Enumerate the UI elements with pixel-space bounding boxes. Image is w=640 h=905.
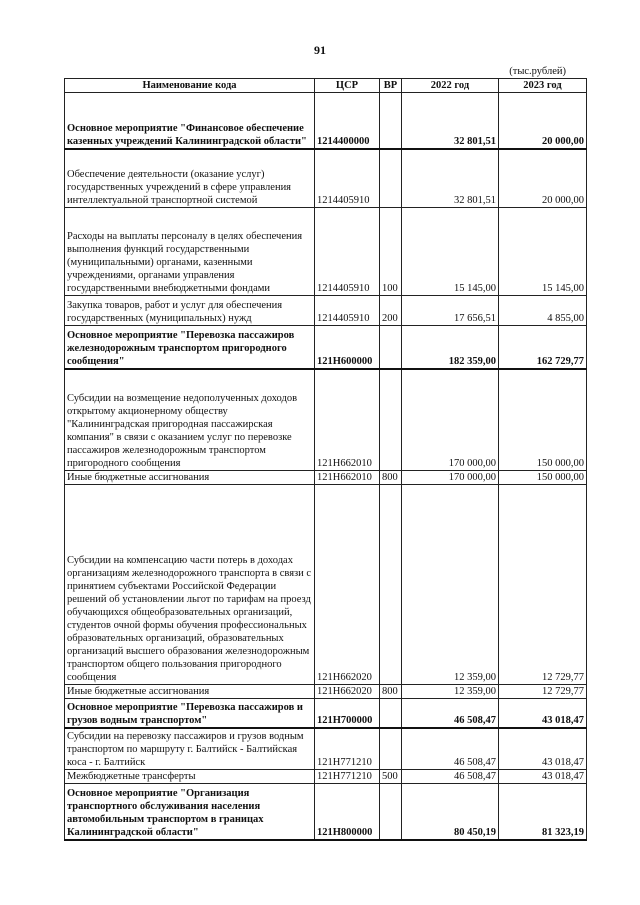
- row-csr-cell: 121H771210: [315, 728, 380, 770]
- row-name-cell: Расходы на выплаты персоналу в целях обеспечения выполнения функций государственными (муниципальными) органами, казенными учреждениями, органами управления государственными внебюджетными фондами: [65, 208, 315, 296]
- header-2023: 2023 год: [499, 79, 587, 93]
- row-2023-cell: 43 018,47: [499, 770, 587, 784]
- row-2022-cell: 170 000,00: [402, 471, 499, 485]
- table-row: [65, 208, 587, 296]
- row-2022-cell: 12 359,00: [402, 685, 499, 699]
- table-row: [65, 149, 587, 208]
- row-2022-cell: 170 000,00: [402, 369, 499, 471]
- row-name-cell: Иные бюджетные ассигнования: [65, 685, 315, 699]
- page-number: 91: [314, 43, 326, 57]
- row-2022-cell: 80 450,19: [402, 784, 499, 840]
- table-row: [65, 770, 587, 784]
- row-2023-cell: 4 855,00: [499, 296, 587, 326]
- row-2022-cell: 46 508,47: [402, 770, 499, 784]
- row-vr-cell: [380, 326, 402, 369]
- row-2022-cell: 32 801,51: [402, 93, 499, 149]
- budget-table: [64, 78, 587, 841]
- row-name-cell: Субсидии на перевозку пассажиров и грузов водным транспортом по маршруту г. Балтийск - Балтийская коса - г. Балтийск: [65, 728, 315, 770]
- row-name-cell: Основное мероприятие "Организация транспортного обслуживания населения автомобильным транспортом в границах Калининградской области": [65, 784, 315, 840]
- row-vr-cell: 200: [380, 296, 402, 326]
- table-row: [65, 685, 587, 699]
- row-vr-cell: [380, 699, 402, 728]
- row-2023-cell: 162 729,77: [499, 326, 587, 369]
- row-csr-cell: 1214405910: [315, 296, 380, 326]
- row-name-cell: Основное мероприятие "Перевозка пассажиров и грузов водным транспортом": [65, 699, 315, 728]
- row-2023-cell: 20 000,00: [499, 93, 587, 149]
- row-csr-cell: 121H662020: [315, 485, 380, 685]
- row-csr-cell: 1214400000: [315, 93, 380, 149]
- table-header-row: [65, 79, 587, 93]
- header-csr: ЦСР: [315, 79, 380, 93]
- table-row-main-activity: [65, 326, 587, 369]
- row-vr-cell: 800: [380, 685, 402, 699]
- row-2023-cell: 12 729,77: [499, 485, 587, 685]
- row-2023-cell: 20 000,00: [499, 149, 587, 208]
- row-2022-cell: 46 508,47: [402, 699, 499, 728]
- row-vr-cell: 800: [380, 471, 402, 485]
- row-csr-cell: 121H662020: [315, 685, 380, 699]
- row-vr-cell: [380, 784, 402, 840]
- row-csr-cell: 121H600000: [315, 326, 380, 369]
- row-name-cell: Обеспечение деятельности (оказание услуг) государственных учреждений в сфере управления интеллектуальной транспортной системой: [65, 149, 315, 208]
- row-csr-cell: 1214405910: [315, 149, 380, 208]
- row-name-cell: Субсидии на компенсацию части потерь в доходах организациям железнодорожного транспорта в связи с принятием субъектами Российской Федерации решений об установлении льгот по тарифам на проезд обучающихся общеобразовательных организаций, студентов очной формы обучения профессиональных образовательных организаций, образовательных организаций высшего образования железнодорожным транспортом общего пользования пригородного сообщения: [65, 485, 315, 685]
- row-name-cell: Закупка товаров, работ и услуг для обеспечения государственных (муниципальных) нужд: [65, 296, 315, 326]
- row-2023-cell: 43 018,47: [499, 728, 587, 770]
- row-name-cell: Основное мероприятие "Перевозка пассажиров железнодорожным транспортом пригородного сообщения": [65, 326, 315, 369]
- row-2023-cell: 81 323,19: [499, 784, 587, 840]
- row-2023-cell: 12 729,77: [499, 685, 587, 699]
- header-name: Наименование кода: [65, 79, 315, 93]
- row-2023-cell: 43 018,47: [499, 699, 587, 728]
- table-row: [65, 728, 587, 770]
- table-row: [65, 471, 587, 485]
- row-csr-cell: 121H662010: [315, 471, 380, 485]
- row-2023-cell: 150 000,00: [499, 471, 587, 485]
- row-2022-cell: 12 359,00: [402, 485, 499, 685]
- row-csr-cell: 121H771210: [315, 770, 380, 784]
- row-2023-cell: 15 145,00: [499, 208, 587, 296]
- table-body: [65, 93, 587, 840]
- header-2022: 2022 год: [402, 79, 499, 93]
- table-row: [65, 369, 587, 471]
- row-vr-cell: [380, 369, 402, 471]
- row-2022-cell: 32 801,51: [402, 149, 499, 208]
- row-name-cell: Иные бюджетные ассигнования: [65, 471, 315, 485]
- row-vr-cell: [380, 93, 402, 149]
- row-name-cell: Межбюджетные трансферты: [65, 770, 315, 784]
- row-vr-cell: [380, 485, 402, 685]
- row-csr-cell: 121H662010: [315, 369, 380, 471]
- row-csr-cell: 121H700000: [315, 699, 380, 728]
- row-name-cell: Субсидии на возмещение недополученных доходов открытому акционерному обществу "Калининградская пригородная пассажирская компания" в связи с оказанием услуг по перевозке пассажиров железнодорожным транспортом пригородного сообщения: [65, 369, 315, 471]
- row-vr-cell: [380, 149, 402, 208]
- row-csr-cell: 121H800000: [315, 784, 380, 840]
- table-row: [65, 296, 587, 326]
- table-row-main-activity: [65, 93, 587, 149]
- row-vr-cell: 500: [380, 770, 402, 784]
- row-2022-cell: 182 359,00: [402, 326, 499, 369]
- row-2022-cell: 17 656,51: [402, 296, 499, 326]
- row-vr-cell: [380, 728, 402, 770]
- row-2022-cell: 46 508,47: [402, 728, 499, 770]
- row-vr-cell: 100: [380, 208, 402, 296]
- row-name-cell: Основное мероприятие "Финансовое обеспечение казенных учреждений Калининградской области": [65, 93, 315, 149]
- row-2023-cell: 150 000,00: [499, 369, 587, 471]
- row-csr-cell: 1214405910: [315, 208, 380, 296]
- row-2022-cell: 15 145,00: [402, 208, 499, 296]
- table-row-main-activity: [65, 784, 587, 840]
- table-row: [65, 485, 587, 685]
- units-label: (тыс.рублей): [509, 66, 566, 77]
- header-vr: ВР: [380, 79, 402, 93]
- table-row-main-activity: [65, 699, 587, 728]
